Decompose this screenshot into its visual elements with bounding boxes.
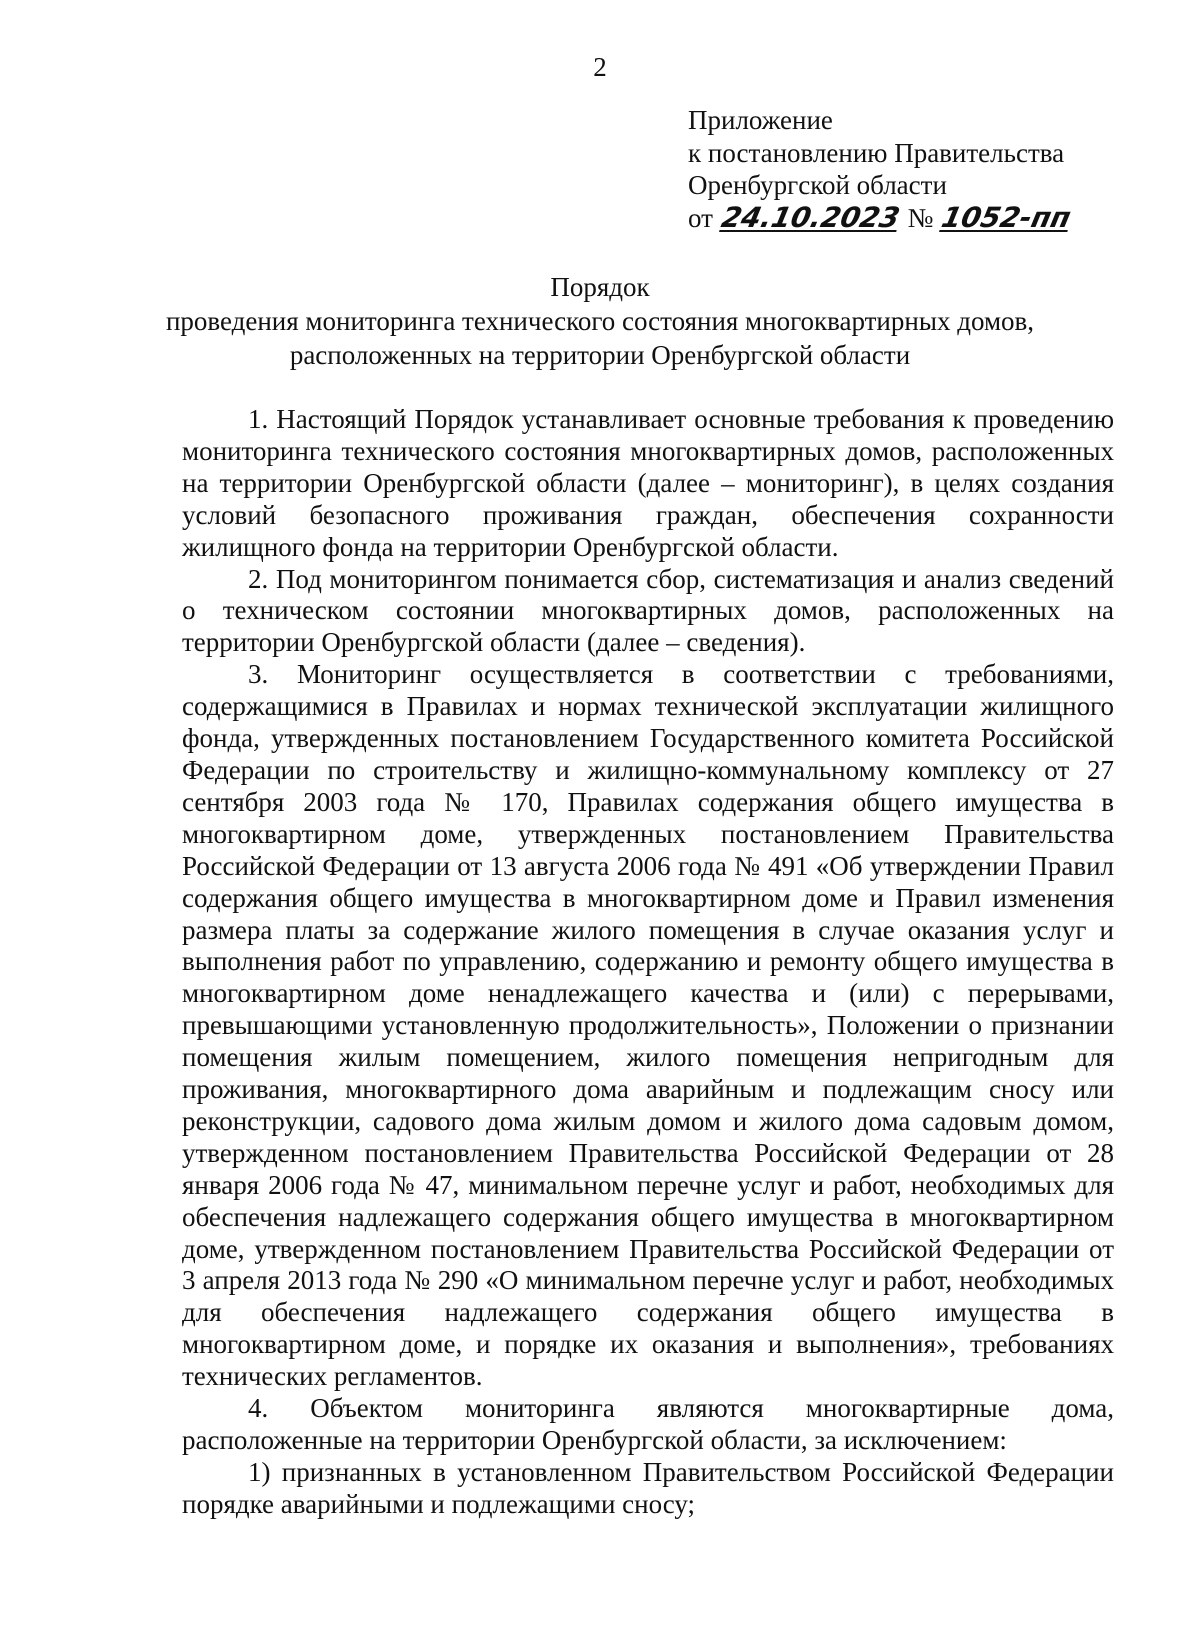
from-label: от [688, 202, 713, 233]
page-number: 2 [593, 52, 607, 82]
document-title [0, 270, 1200, 372]
paragraph-1: 1. Настоящий Порядок устанавливает основные требования к проведению мониторинга технического состояния многоквартирных домов, расположенных на территории Оренбургской области (далее – мониторинг), в целях создания условий безопасного проживания граждан, обеспечения сохранности жилищного фонда на территории Оренбургской области. [182, 404, 1114, 562]
handwritten-number: 1052-пп [938, 200, 1075, 234]
handwritten-date: 24.10.2023 [718, 200, 903, 234]
paragraph-4-item-1: 1) признанных в установленном Правительством Российской Федерации порядке аварийными и подлежащими сносу; [182, 1456, 1114, 1519]
appendix-block [688, 104, 1075, 234]
paragraph-2: 2. Под мониторингом понимается сбор, систематизация и анализ сведений о техническом состоянии многоквартирных домов, расположенных на территории Оренбургской области (далее – сведения). [182, 563, 1114, 658]
number-sign: № [907, 202, 934, 233]
paragraph-3: 3. Мониторинг осуществляется в соответствии с требованиями, содержащимися в Правилах и нормах технической эксплуатации жилищного фонда, утвержденных постановлением Государственного комитета Российской Федерации по строительству и жилищно-коммунальному комплексу от 27 сентября 2003 года № 170, Правилах содержания общего имущества в многоквартирном доме, утвержденных постановлением Правительства Российской Федерации от 13 августа 2006 года № 491 «Об утверждении Правил содержания общего имущества в многоквартирном доме и Правил изменения размера платы за содержание жилого помещения в случае оказания услуг и выполнения работ по управлению, содержанию и ремонту общего имущества в многоквартирном доме ненадлежащего качества и (или) с перерывами, превышающими установленную продолжительность», Положении о признании помещения жилым помещением, жилого помещения непригодным для проживания, многоквартирного дома аварийным и подлежащим сносу или реконструкции, садового дома жилым домом и жилого дома садовым домом, утвержденном постановлением Правительства Российской Федерации от 28 января 2006 года № 47, минимальном перечне услуг и работ, необходимых для обеспечения надлежащего содержания общего имущества в многоквартирном доме, утвержденном постановлением Правительства Российской Федерации от 3 апреля 2013 года № 290 «О минимальном перечне услуг и работ, необходимых для обеспечения надлежащего содержания общего имущества в многоквартирном доме, и порядке их оказания и выполнения», требованиях технических регламентов. [182, 659, 1114, 1392]
title-heading: Порядок [550, 272, 650, 302]
title-subtitle-line-1: проведения мониторинга технического состояния многоквартирных домов, [165, 306, 1035, 336]
appendix-line-2: к постановлению Правительства [688, 137, 1065, 168]
appendix-line-1: Приложение [688, 105, 833, 135]
appendix-date-line [688, 200, 1075, 235]
appendix-line-3: Оренбургской области [688, 170, 947, 200]
title-subtitle-line-2: расположенных на территории Оренбургской области [289, 340, 911, 370]
paragraph-4: 4. Объектом мониторинга являются многоквартирные дома, расположенные на территории Оренбургской области, за исключением: [182, 1393, 1114, 1455]
document-body [182, 404, 1114, 1521]
